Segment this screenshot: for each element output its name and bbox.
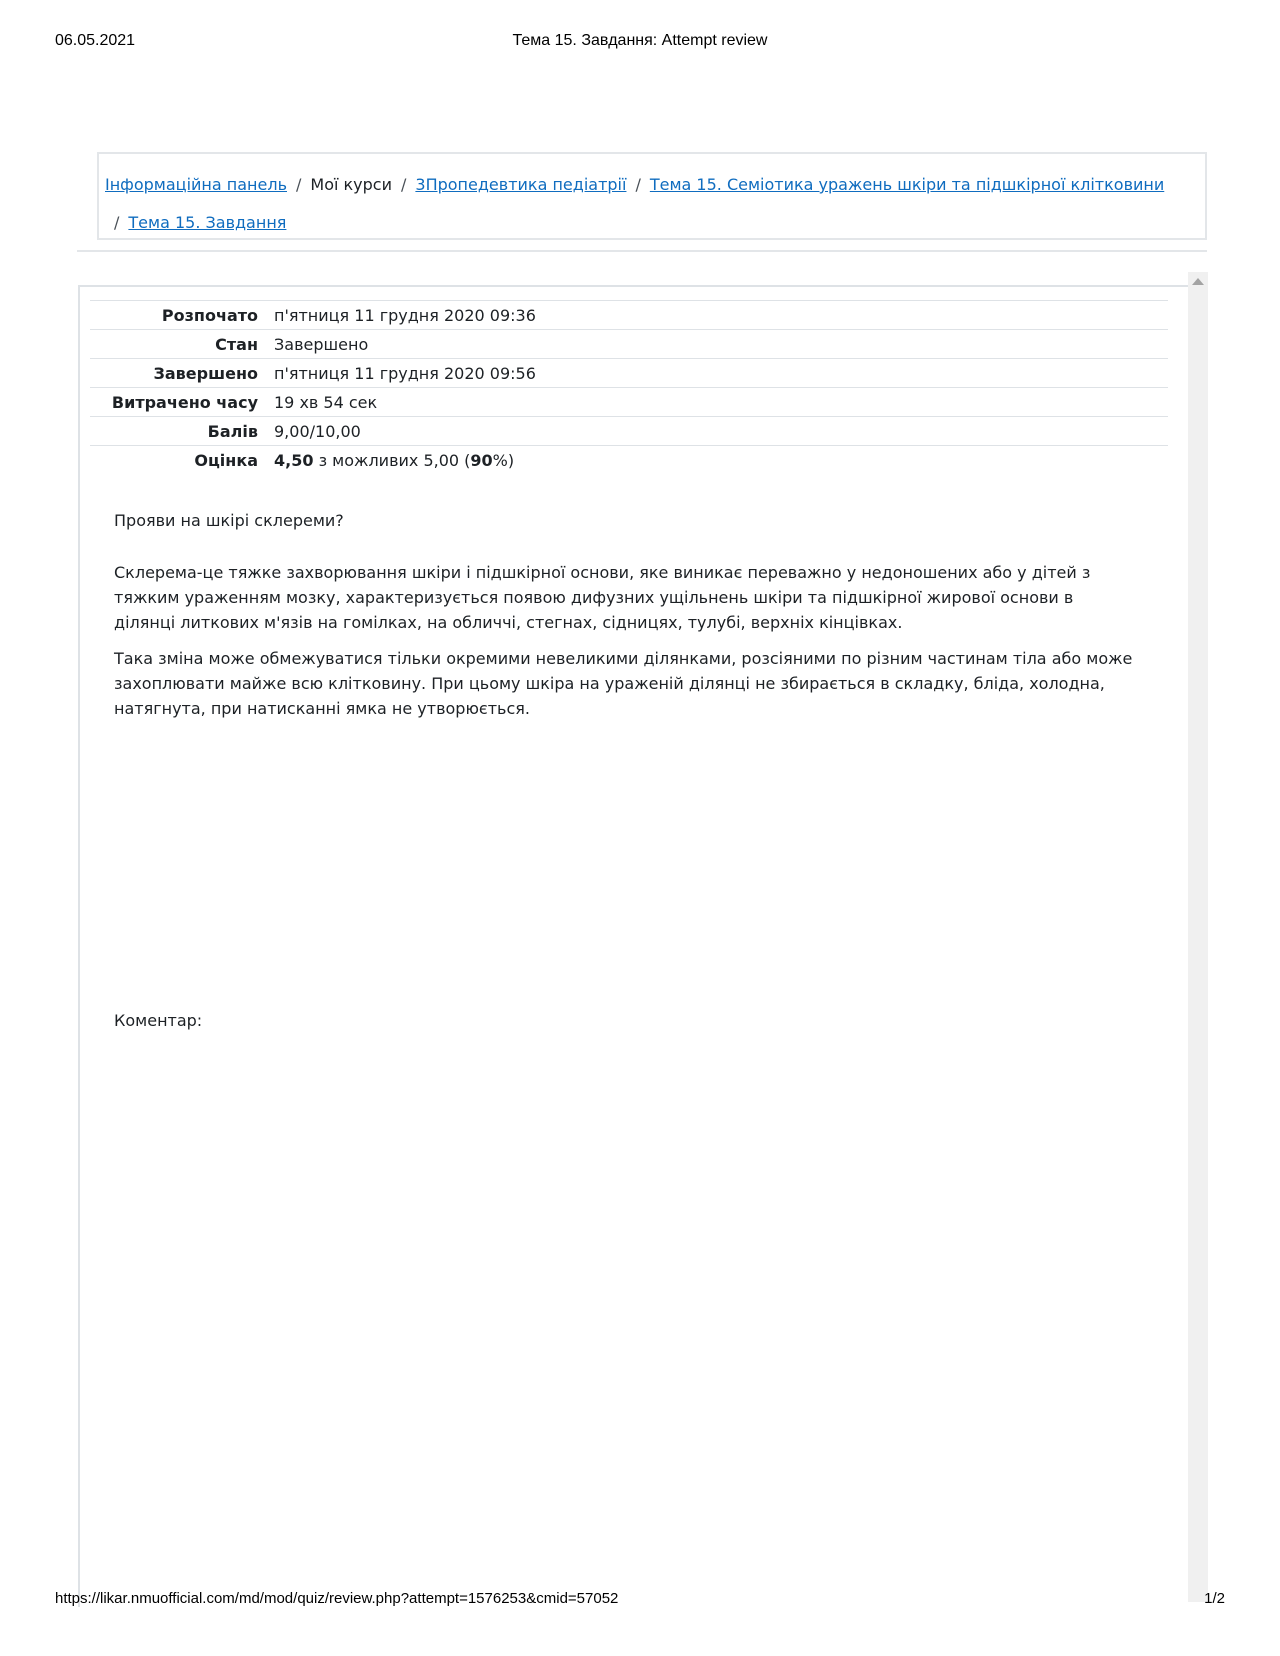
summary-value-started: п'ятниця 11 грудня 2020 09:36 xyxy=(274,305,536,325)
breadcrumb-separator: / xyxy=(635,175,641,194)
grade-suffix: %) xyxy=(492,450,515,470)
summary-label-time-taken: Витрачено часу xyxy=(111,392,258,412)
summary-value-state: Завершено xyxy=(274,334,369,354)
breadcrumb-topic-link[interactable]: Тема 15. Семіотика уражень шкіри та підшкірної клітковини xyxy=(649,175,1165,194)
breadcrumb-separator: / xyxy=(114,213,120,232)
breadcrumb-course-link[interactable]: 3Пропедевтика педіатрії xyxy=(415,175,627,194)
question-text: Прояви на шкірі склереми? xyxy=(114,511,344,530)
grade-percent: 90 xyxy=(470,450,493,470)
breadcrumb-my-courses: Мої курси xyxy=(310,175,392,194)
page-number: 1/2 xyxy=(1204,1590,1225,1607)
answer-paragraph-1 xyxy=(114,560,1134,635)
table-row xyxy=(90,330,1168,359)
table-row xyxy=(90,446,1168,475)
breadcrumb-separator: / xyxy=(401,175,407,194)
summary-label-marks: Балів xyxy=(207,421,258,441)
print-header xyxy=(55,32,1225,52)
grade-out-of: з можливих 5,00 ( xyxy=(313,450,471,470)
scroll-up-arrow-icon[interactable] xyxy=(1192,278,1204,285)
summary-label-state: Стан xyxy=(215,334,258,354)
answer-paragraph-2 xyxy=(114,646,1134,721)
breadcrumb-separator: / xyxy=(296,175,302,194)
answer-text: Склерема-це тяжке захворювання шкіри і підшкірної основи, яке виникає переважно у недоношених або у дітей з тяжким ураженням мозку, характеризується появою дифузних ущільнень шкіри та підшкірної жирової основи в ділянці литкових м'язів на гомілках, на обличчі, стегнах, сідницях, тулубі, верхніх кінцівках. xyxy=(114,563,1091,632)
table-row xyxy=(90,359,1168,388)
print-url: https://likar.nmuofficial.com/md/mod/quiz/review.php?attempt=1576253&cmid=57052 xyxy=(55,1590,619,1607)
summary-value-grade xyxy=(266,446,1168,475)
print-date: 06.05.2021 xyxy=(55,32,136,49)
print-title: Тема 15. Завдання: Attempt review xyxy=(512,32,768,49)
table-row xyxy=(90,388,1168,417)
table-row xyxy=(90,301,1168,330)
table-row xyxy=(90,417,1168,446)
summary-label-started: Розпочато xyxy=(161,305,258,325)
summary-value-completed: п'ятниця 11 грудня 2020 09:56 xyxy=(274,363,536,383)
attempt-summary-table xyxy=(90,300,1168,474)
summary-value-time-taken: 19 хв 54 сек xyxy=(274,392,378,412)
scrollbar[interactable] xyxy=(1188,272,1208,1602)
grade-score: 4,50 xyxy=(274,450,314,470)
summary-label-grade: Оцінка xyxy=(194,450,258,470)
comment-label: Коментар: xyxy=(114,1011,203,1030)
header-divider xyxy=(77,250,1207,252)
breadcrumb-dashboard-link[interactable]: Інформаційна панель xyxy=(105,175,287,194)
breadcrumb xyxy=(97,152,1207,240)
breadcrumb-quiz-link[interactable]: Тема 15. Завдання xyxy=(128,213,287,232)
answer-text: Така зміна може обмежуватися тільки окремими невеликими ділянками, розсіяними по різним частинам тіла або може захоплювати майже всю клітковину. При цьому шкіра на ураженій ділянці не збирається в складку, бліда, холодна, натягнута, при натисканні ямка не утворюється. xyxy=(114,649,1133,718)
main-content-frame xyxy=(78,285,1190,1607)
summary-label-completed: Завершено xyxy=(153,363,258,383)
summary-value-marks: 9,00/10,00 xyxy=(274,421,361,441)
